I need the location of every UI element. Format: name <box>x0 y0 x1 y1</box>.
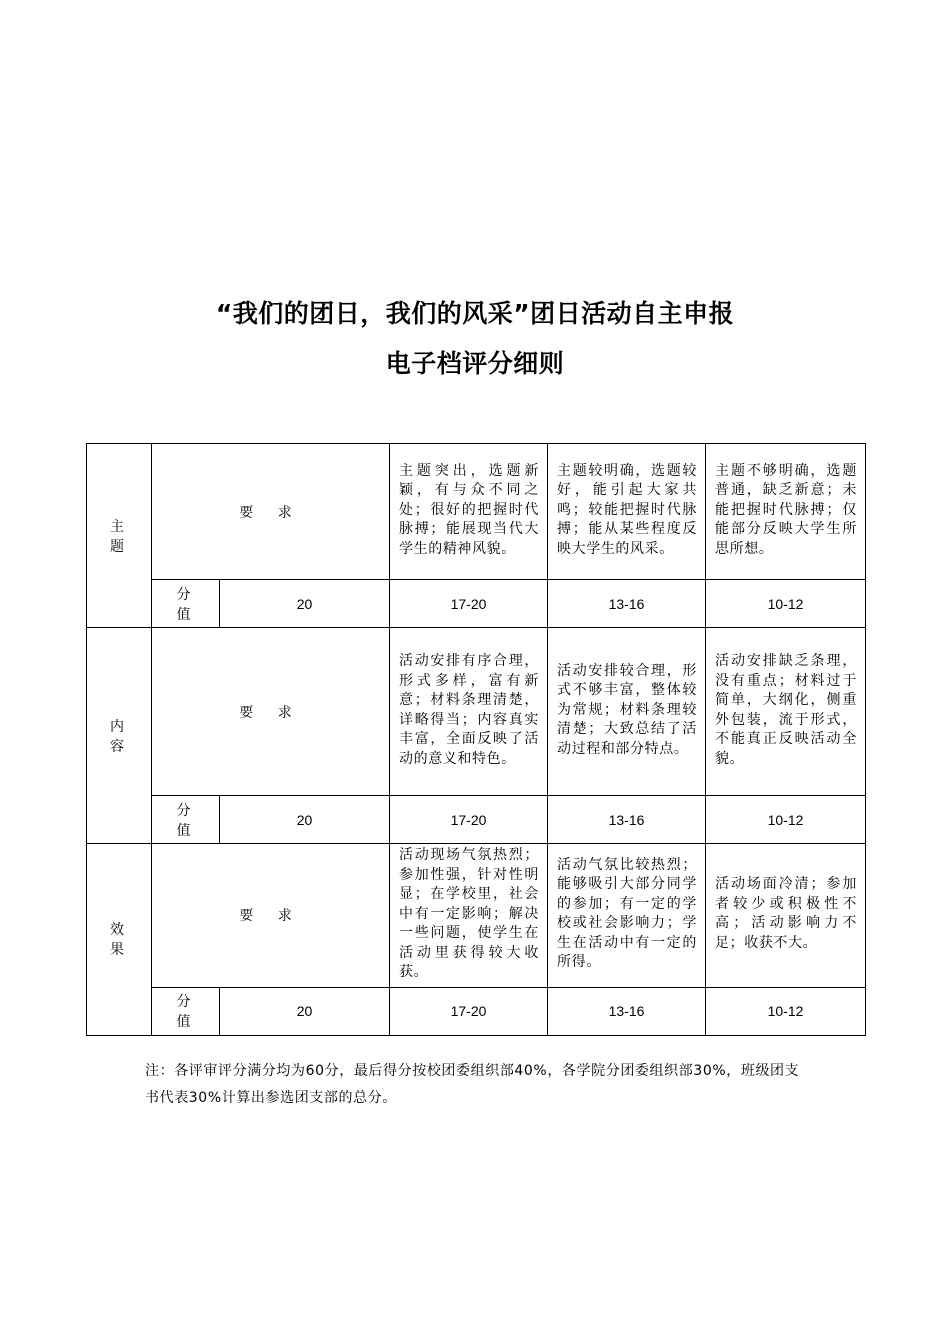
scoring-note: 注：各评审评分满分均为60分，最后得分按校团委组织部40%，各学院分团委组织部30%，班级团支书代表30%计算出参选团支部的总分。 <box>145 1063 800 1106</box>
effect-desc-high: 活动现场气氛热烈；参加性强，针对性明显；在学校里，社会中有一定影响；解决一些问题，使学生在活动里获得较大收获。 <box>390 844 548 988</box>
effect-score-low: 10-12 <box>706 987 866 1035</box>
content-desc-high: 活动安排有序合理，形式多样，富有新意；材料条理清楚，详略得当；内容真实丰富，全面反映了活动的意义和特色。 <box>390 628 548 796</box>
score-label: 分 值 <box>152 580 220 628</box>
theme-desc-high: 主题突出，选题新颖，有与众不同之处；很好的把握时代脉搏；能展现当代大学生的精神风貌。 <box>390 444 548 580</box>
effect-score-high: 17-20 <box>390 987 548 1035</box>
theme-desc-low: 主题不够明确，选题普通，缺乏新意；未能把握时代脉搏；仅能部分反映大学生所思所想。 <box>706 444 866 580</box>
category-content: 内 容 <box>87 628 152 844</box>
effect-full-score: 20 <box>220 987 390 1035</box>
content-full-score: 20 <box>220 796 390 844</box>
content-requirement-row <box>87 628 866 796</box>
theme-score-row <box>87 580 866 628</box>
requirement-label: 要 求 <box>152 444 390 580</box>
scoring-table <box>86 443 866 1036</box>
effect-score-mid: 13-16 <box>548 987 706 1035</box>
requirement-label: 要 求 <box>152 844 390 988</box>
theme-full-score: 20 <box>220 580 390 628</box>
content-desc-mid: 活动安排较合理，形式不够丰富，整体较为常规；材料条理较清楚；大致总结了活动过程和部分特点。 <box>548 628 706 796</box>
theme-score-low: 10-12 <box>706 580 866 628</box>
content-score-low: 10-12 <box>706 796 866 844</box>
theme-score-mid: 13-16 <box>548 580 706 628</box>
category-effect: 效 果 <box>87 844 152 1036</box>
theme-requirement-row <box>87 444 866 580</box>
requirement-label: 要 求 <box>152 628 390 796</box>
content-score-row <box>87 796 866 844</box>
document-title-line1: “我们的团日，我们的风采”团日活动自主申报 <box>215 299 735 328</box>
effect-requirement-row <box>87 844 866 988</box>
theme-score-high: 17-20 <box>390 580 548 628</box>
content-score-high: 17-20 <box>390 796 548 844</box>
content-score-mid: 13-16 <box>548 796 706 844</box>
effect-desc-low: 活动场面冷清；参加者较少或积极性不高；活动影响力不足；收获不大。 <box>706 844 866 988</box>
category-theme: 主 题 <box>87 444 152 628</box>
score-label: 分 值 <box>152 796 220 844</box>
effect-score-row <box>87 987 866 1035</box>
content-desc-low: 活动安排缺乏条理，没有重点；材料过于简单，大纲化，侧重外包装，流于形式，不能真正反映活动全貌。 <box>706 628 866 796</box>
document-title-line2: 电子档评分细则 <box>385 349 565 378</box>
theme-desc-mid: 主题较明确，选题较好，能引起大家共鸣；较能把握时代脉搏；能从某些程度反映大学生的风采。 <box>548 444 706 580</box>
effect-desc-mid: 活动气氛比较热烈；能够吸引大部分同学的参加；有一定的学校或社会影响力；学生在活动中有一定的所得。 <box>548 844 706 988</box>
score-label: 分 值 <box>152 987 220 1035</box>
